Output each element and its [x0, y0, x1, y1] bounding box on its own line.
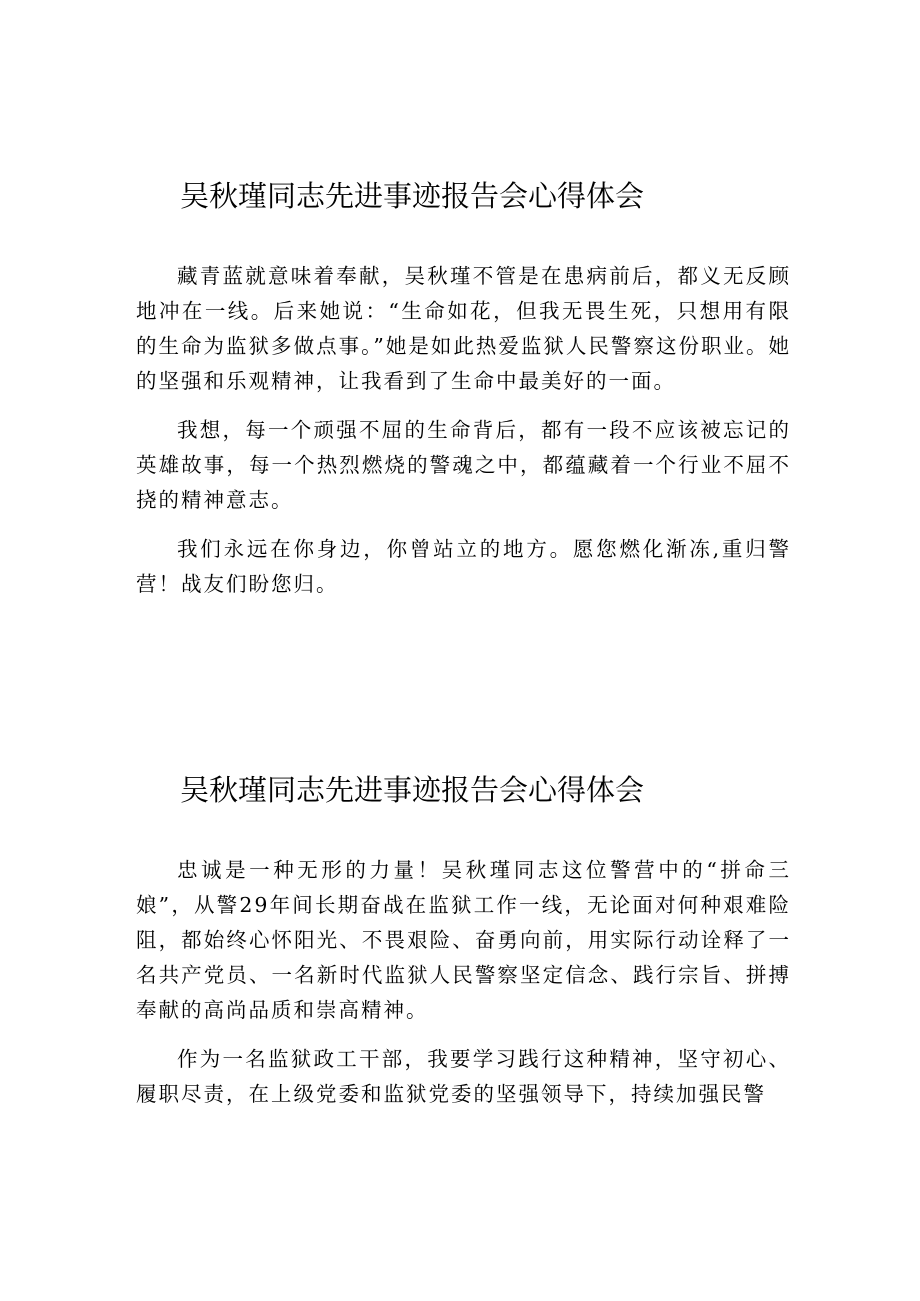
paragraph: 忠诚是一种无形的力量！吴秋瑾同志这位警营中的“拼命三娘”，从警29年间长期奋战在监狱工作一线，无论面对何种艰难险阻，都始终心怀阳光、不畏艰险、奋勇向前，用实际行动诠释了一名共产党员、一名新时代监狱人民警察坚定信念、践行宗旨、拼搏奉献的高尚品质和崇高精神。 — [136, 858, 791, 1022]
article-body — [136, 853, 791, 1119]
paragraph: 作为一名监狱政工干部，我要学习践行这种精神，坚守初心、履职尽责，在上级党委和监狱党委的坚强领导下，持续加强民警 — [136, 1047, 791, 1106]
article-title: 吴秋瑾同志先进事迹报告会心得体会 — [180, 179, 645, 213]
paragraph: 藏青蓝就意味着奉献，吴秋瑾不管是在患病前后，都义无反顾地冲在一线。后来她说：“生命如花，但我无畏生死，只想用有限的生命为监狱多做点事。”她是如此热爱监狱人民警察这份职业。她的坚强和乐观精神，让我看到了生命中最美好的一面。 — [136, 264, 791, 393]
paragraph: 我们永远在你身边，你曾站立的地方。愿您燃化渐冻,重归警营！战友们盼您归。 — [136, 537, 791, 596]
article-body — [136, 259, 791, 609]
article-1 — [136, 172, 791, 609]
article-2 — [136, 766, 791, 1119]
article-title: 吴秋瑾同志先进事迹报告会心得体会 — [180, 773, 645, 807]
paragraph: 我想，每一个顽强不屈的生命背后，都有一段不应该被忘记的英雄故事，每一个热烈燃烧的警魂之中，都蕴藏着一个行业不屈不挠的精神意志。 — [136, 418, 791, 512]
